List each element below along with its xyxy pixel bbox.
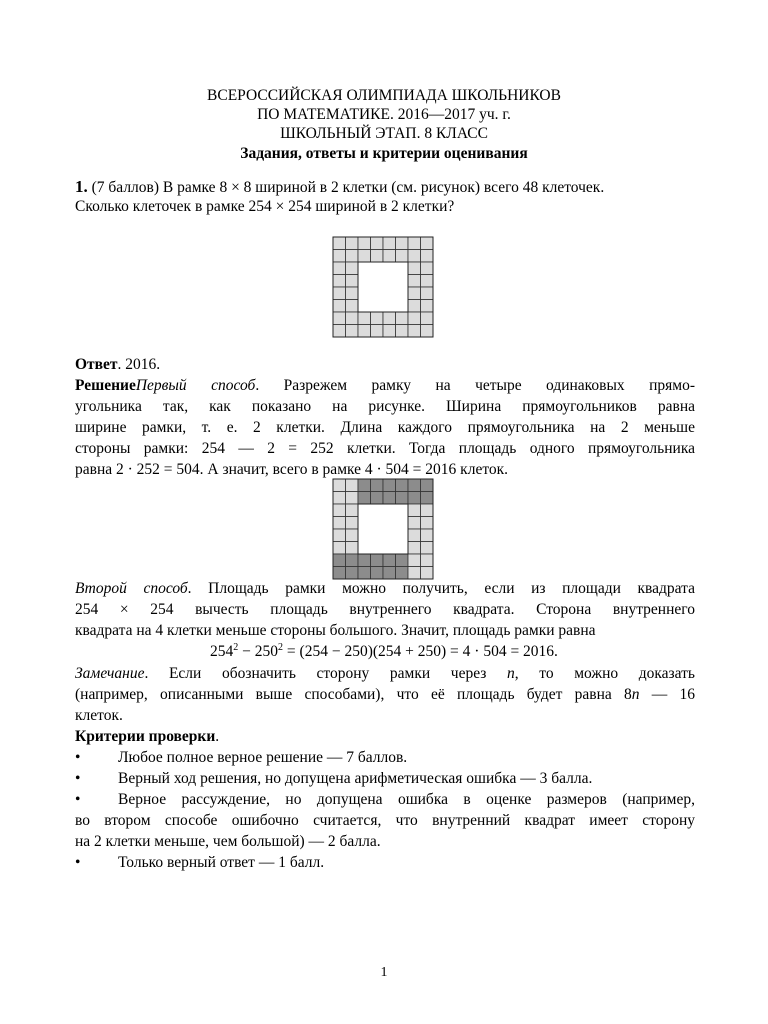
bullet-4: • [75, 854, 81, 871]
frame-cell [346, 237, 359, 250]
solution-label: Решение [75, 377, 136, 394]
method1-label: Первый способ [135, 377, 256, 394]
frame-cell [421, 275, 434, 288]
frame-cell [346, 275, 359, 288]
method2-line-3: квадрата на 4 клетки меньше стороны большого. Значит, площадь рамки равна [75, 622, 596, 639]
criteria-item-3-line-3: на 2 клетки меньше, чем большой) — 2 балла. [75, 833, 381, 850]
empty-cell [383, 300, 396, 313]
frame-cell [358, 554, 371, 567]
frame-cell [396, 554, 409, 567]
empty-cell [358, 542, 371, 555]
frame-cell [408, 479, 421, 492]
frame-cell [421, 479, 434, 492]
frame-cell [396, 492, 409, 505]
frame-cell [358, 312, 371, 325]
answer-value: . 2016. [117, 356, 161, 373]
frame-cell [396, 250, 409, 263]
frame-cell [333, 554, 346, 567]
frame-cell [408, 275, 421, 288]
frame-figure-2 [332, 478, 434, 580]
criteria-item-3: Верное рассуждение, но допущена ошибка в оценке размеров (например, [118, 791, 695, 808]
frame-cell [421, 517, 434, 530]
frame-cell [421, 262, 434, 275]
frame-cell [396, 479, 409, 492]
bullet-3: • [75, 791, 81, 808]
remark-text-1b: , то можно доказать [514, 665, 695, 682]
frame-cell [333, 492, 346, 505]
frame-cell [333, 262, 346, 275]
criteria-title-text: Критерии проверки [75, 728, 216, 745]
frame-cell [408, 325, 421, 338]
frame-cell [346, 529, 359, 542]
frame-cell [421, 554, 434, 567]
frame-cell [346, 287, 359, 300]
frame-cell [421, 492, 434, 505]
remark-line-2 [75, 684, 695, 705]
criteria-title-dot: . [215, 728, 220, 745]
frame-cell [408, 237, 421, 250]
frame-cell [371, 237, 384, 250]
frame-cell [408, 300, 421, 313]
frame-cell [346, 300, 359, 313]
frame-cell [358, 479, 371, 492]
frame-cell [333, 237, 346, 250]
frame-cell [396, 325, 409, 338]
empty-cell [383, 542, 396, 555]
header-line-2: ПО МАТЕМАТИКЕ. 2016—2017 уч. г. [257, 106, 511, 123]
frame-cell [346, 517, 359, 530]
criteria-title [75, 726, 695, 747]
frame-cell [408, 542, 421, 555]
empty-cell [358, 275, 371, 288]
frame-cell [408, 504, 421, 517]
empty-cell [396, 300, 409, 313]
frame-cell [333, 529, 346, 542]
frame-cell [346, 492, 359, 505]
frame-cell [371, 325, 384, 338]
frame-cell [383, 325, 396, 338]
formula-part-b: − 250 [238, 643, 279, 660]
remark-label: Замечание [75, 665, 145, 682]
formula-part-a: 254 [210, 643, 234, 660]
frame-cell [408, 262, 421, 275]
empty-cell [358, 517, 371, 530]
solution-line-1 [75, 375, 695, 396]
bullet-2: • [75, 770, 81, 787]
frame-cell [358, 492, 371, 505]
frame-cell [408, 312, 421, 325]
remark-line-3: клеток. [75, 707, 123, 724]
remark-line-1 [75, 663, 695, 684]
empty-cell [358, 287, 371, 300]
empty-cell [396, 504, 409, 517]
frame-cell [346, 504, 359, 517]
empty-cell [371, 504, 384, 517]
frame-cell [421, 312, 434, 325]
remark-var-2: n [631, 686, 640, 703]
empty-cell [371, 529, 384, 542]
frame-cell [358, 250, 371, 263]
frame-cell [371, 492, 384, 505]
frame-cell [371, 312, 384, 325]
frame-cell [358, 237, 371, 250]
formula-part-c: = (254 − 250)(254 + 250) = 4 · 504 = 2016. [283, 643, 558, 660]
frame-cell [408, 517, 421, 530]
criteria-item-4: Только верный ответ — 1 балл. [118, 854, 325, 871]
answer-label: Ответ [75, 356, 118, 373]
frame-cell [408, 287, 421, 300]
frame-cell [408, 492, 421, 505]
criteria-item-2: Верный ход решения, но допущена арифметическая ошибка — 3 балла. [118, 770, 593, 787]
method2-label: Второй способ [75, 580, 188, 597]
empty-cell [358, 529, 371, 542]
bullet-1: • [75, 749, 81, 766]
frame-cell [346, 542, 359, 555]
frame-cell [383, 492, 396, 505]
empty-cell [371, 542, 384, 555]
empty-cell [383, 504, 396, 517]
frame-cell [421, 300, 434, 313]
empty-cell [383, 517, 396, 530]
frame-cell [346, 250, 359, 263]
frame-cell [346, 554, 359, 567]
frame-cell [333, 250, 346, 263]
empty-cell [383, 262, 396, 275]
frame-cell [383, 312, 396, 325]
frame-cell [421, 504, 434, 517]
remark-text-1a: . Если обозначить сторону рамки через [144, 665, 508, 682]
frame-cell [408, 529, 421, 542]
formula [0, 641, 768, 662]
empty-cell [358, 300, 371, 313]
criteria-item-3-line-2: во втором способе ошибочно считается, что внутренний квадрат имеет сторону [75, 812, 695, 829]
frame-cell [333, 479, 346, 492]
frame-cell [383, 250, 396, 263]
answer-line [75, 354, 695, 375]
empty-cell [371, 262, 384, 275]
problem-line-1 [75, 176, 695, 198]
empty-cell [371, 517, 384, 530]
solution-text-1: . Разрежем рамку на четыре одинаковых прямо- [255, 377, 695, 394]
frame-cell [333, 275, 346, 288]
frame-cell [421, 250, 434, 263]
frame-cell [371, 479, 384, 492]
formula-sup-1: 2 [233, 642, 239, 653]
solution-line-3: ширине рамки, т. е. 2 клетки. Длина каждого прямоугольника на 2 меньше [75, 419, 695, 436]
method2-text-1: . Площадь рамки можно получить, если из площади квадрата [187, 580, 695, 597]
method2-line-1 [75, 578, 695, 599]
empty-cell [358, 262, 371, 275]
empty-cell [396, 262, 409, 275]
frame-cell [421, 237, 434, 250]
remark-text-2a: (например, описанными выше способами), что её площадь будет равна 8 [75, 686, 632, 703]
empty-cell [396, 517, 409, 530]
frame-cell [346, 262, 359, 275]
header-line-3: ШКОЛЬНЫЙ ЭТАП. 8 КЛАСС [280, 125, 488, 142]
empty-cell [371, 287, 384, 300]
frame-cell [396, 312, 409, 325]
empty-cell [383, 275, 396, 288]
empty-cell [371, 300, 384, 313]
remark-var: n [507, 665, 515, 682]
frame-cell [421, 529, 434, 542]
frame-cell [333, 325, 346, 338]
frame-cell [396, 237, 409, 250]
problem-text-1: (7 баллов) В рамке 8 × 8 шириной в 2 клетки (см. рисунок) всего 48 клеточек. [87, 179, 605, 196]
frame-cell [421, 287, 434, 300]
frame-cell [371, 554, 384, 567]
formula-sup-2: 2 [278, 642, 284, 653]
frame-cell [333, 287, 346, 300]
problem-line-2: Сколько клеточек в рамке 254 × 254 шириной в 2 клетки? [75, 198, 455, 215]
frame-cell [371, 250, 384, 263]
empty-cell [358, 504, 371, 517]
frame-cell [333, 504, 346, 517]
empty-cell [396, 542, 409, 555]
frame-cell [383, 237, 396, 250]
method2-line-2: 254 × 254 вычесть площадь внутреннего квадрата. Сторона внутреннего [75, 601, 695, 618]
problem-number: 1. [75, 177, 88, 196]
frame-cell [383, 479, 396, 492]
frame-cell [333, 542, 346, 555]
empty-cell [396, 529, 409, 542]
empty-cell [371, 275, 384, 288]
frame-cell [333, 300, 346, 313]
empty-cell [383, 287, 396, 300]
solution-line-4: стороны рамки: 254 — 2 = 252 клетки. Тогда площадь одного прямоугольника [75, 440, 695, 457]
header-line-4: Задания, ответы и критерии оценивания [240, 145, 528, 162]
frame-cell [408, 250, 421, 263]
frame-cell [383, 554, 396, 567]
frame-cell [346, 479, 359, 492]
frame-cell [421, 542, 434, 555]
solution-line-2: угольника так, как показано на рисунке. Ширина прямоугольников равна [75, 398, 695, 415]
frame-cell [408, 554, 421, 567]
empty-cell [396, 275, 409, 288]
frame-cell [346, 325, 359, 338]
frame-cell [346, 312, 359, 325]
header-line-1: ВСЕРОССИЙСКАЯ ОЛИМПИАДА ШКОЛЬНИКОВ [207, 87, 561, 104]
empty-cell [396, 287, 409, 300]
frame-cell [333, 517, 346, 530]
criteria-item-1: Любое полное верное решение — 7 баллов. [118, 749, 408, 766]
solution-line-5: равна 2 · 252 = 504. А значит, всего в рамке 4 · 504 = 2016 клеток. [75, 461, 509, 478]
empty-cell [383, 529, 396, 542]
frame-cell [358, 325, 371, 338]
page-number: 1 [380, 965, 388, 980]
frame-cell [333, 312, 346, 325]
remark-text-2b: — 16 [639, 686, 696, 703]
frame-figure-1 [332, 236, 434, 338]
frame-cell [421, 325, 434, 338]
